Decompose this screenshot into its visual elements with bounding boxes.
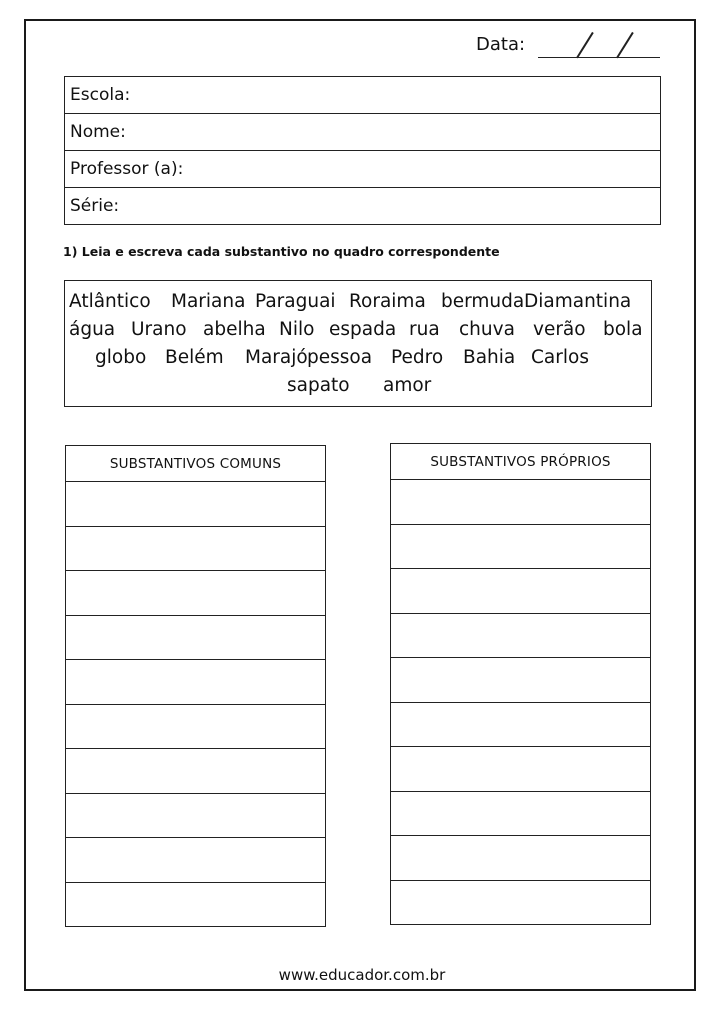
instruction-text: 1) Leia e escreva cada substantivo no quadro correspondente <box>63 244 500 259</box>
word-item: Mariana <box>171 291 246 312</box>
answer-row[interactable] <box>391 480 650 525</box>
word-bank-box <box>64 280 652 407</box>
common-nouns-header: SUBSTANTIVOS COMUNS <box>66 446 325 482</box>
word-item: Diamantina <box>524 291 632 312</box>
word-item: verão <box>533 319 586 340</box>
answer-row[interactable] <box>391 836 650 881</box>
answer-row[interactable] <box>391 881 650 924</box>
answer-row[interactable] <box>66 749 325 794</box>
date-label: Data: <box>476 34 526 55</box>
word-item: pessoa <box>307 347 373 368</box>
answer-row[interactable] <box>66 571 325 616</box>
word-item: bermuda <box>441 291 525 312</box>
proper-nouns-header: SUBSTANTIVOS PRÓPRIOS <box>391 444 650 480</box>
date-blank-line[interactable] <box>538 57 660 58</box>
word-item: amor <box>383 375 432 396</box>
word-item: espada <box>329 319 397 340</box>
word-item: bola <box>603 319 643 340</box>
answer-row[interactable] <box>66 838 325 883</box>
student-info-table <box>64 76 661 225</box>
answer-row[interactable] <box>391 792 650 837</box>
teacher-field[interactable] <box>65 151 660 188</box>
name-label: Nome: <box>70 122 126 142</box>
common-nouns-table <box>65 445 326 927</box>
answer-row[interactable] <box>66 660 325 705</box>
word-item: abelha <box>203 319 266 340</box>
grade-label: Série: <box>70 196 120 216</box>
name-field[interactable] <box>65 114 660 151</box>
proper-nouns-table <box>390 443 651 925</box>
word-item: Atlântico <box>69 291 151 312</box>
word-item: Urano <box>131 319 187 340</box>
teacher-label: Professor (a): <box>70 159 184 179</box>
word-item: Marajó <box>245 347 308 368</box>
answer-row[interactable] <box>66 883 325 926</box>
answer-row[interactable] <box>391 703 650 748</box>
school-field[interactable] <box>65 77 660 114</box>
word-item: Belém <box>165 347 224 368</box>
grade-field[interactable] <box>65 188 660 223</box>
answer-row[interactable] <box>391 747 650 792</box>
footer-url: www.educador.com.br <box>278 966 446 984</box>
answer-row[interactable] <box>391 658 650 703</box>
answer-row[interactable] <box>66 527 325 572</box>
word-item: sapato <box>287 375 350 396</box>
answer-row[interactable] <box>391 569 650 614</box>
word-item: rua <box>409 319 440 340</box>
word-item: Paraguai <box>255 291 336 312</box>
word-item: água <box>69 319 116 340</box>
answer-row[interactable] <box>66 482 325 527</box>
word-item: globo <box>95 347 147 368</box>
school-label: Escola: <box>70 85 131 105</box>
word-item: Carlos <box>531 347 589 368</box>
word-item: chuva <box>459 319 515 340</box>
word-item: Roraima <box>349 291 426 312</box>
answer-row[interactable] <box>391 525 650 570</box>
answer-row[interactable] <box>66 705 325 750</box>
answer-row[interactable] <box>66 794 325 839</box>
word-item: Pedro <box>391 347 444 368</box>
answer-row[interactable] <box>66 616 325 661</box>
word-item: Nilo <box>279 319 315 340</box>
word-item: Bahia <box>463 347 516 368</box>
answer-row[interactable] <box>391 614 650 659</box>
